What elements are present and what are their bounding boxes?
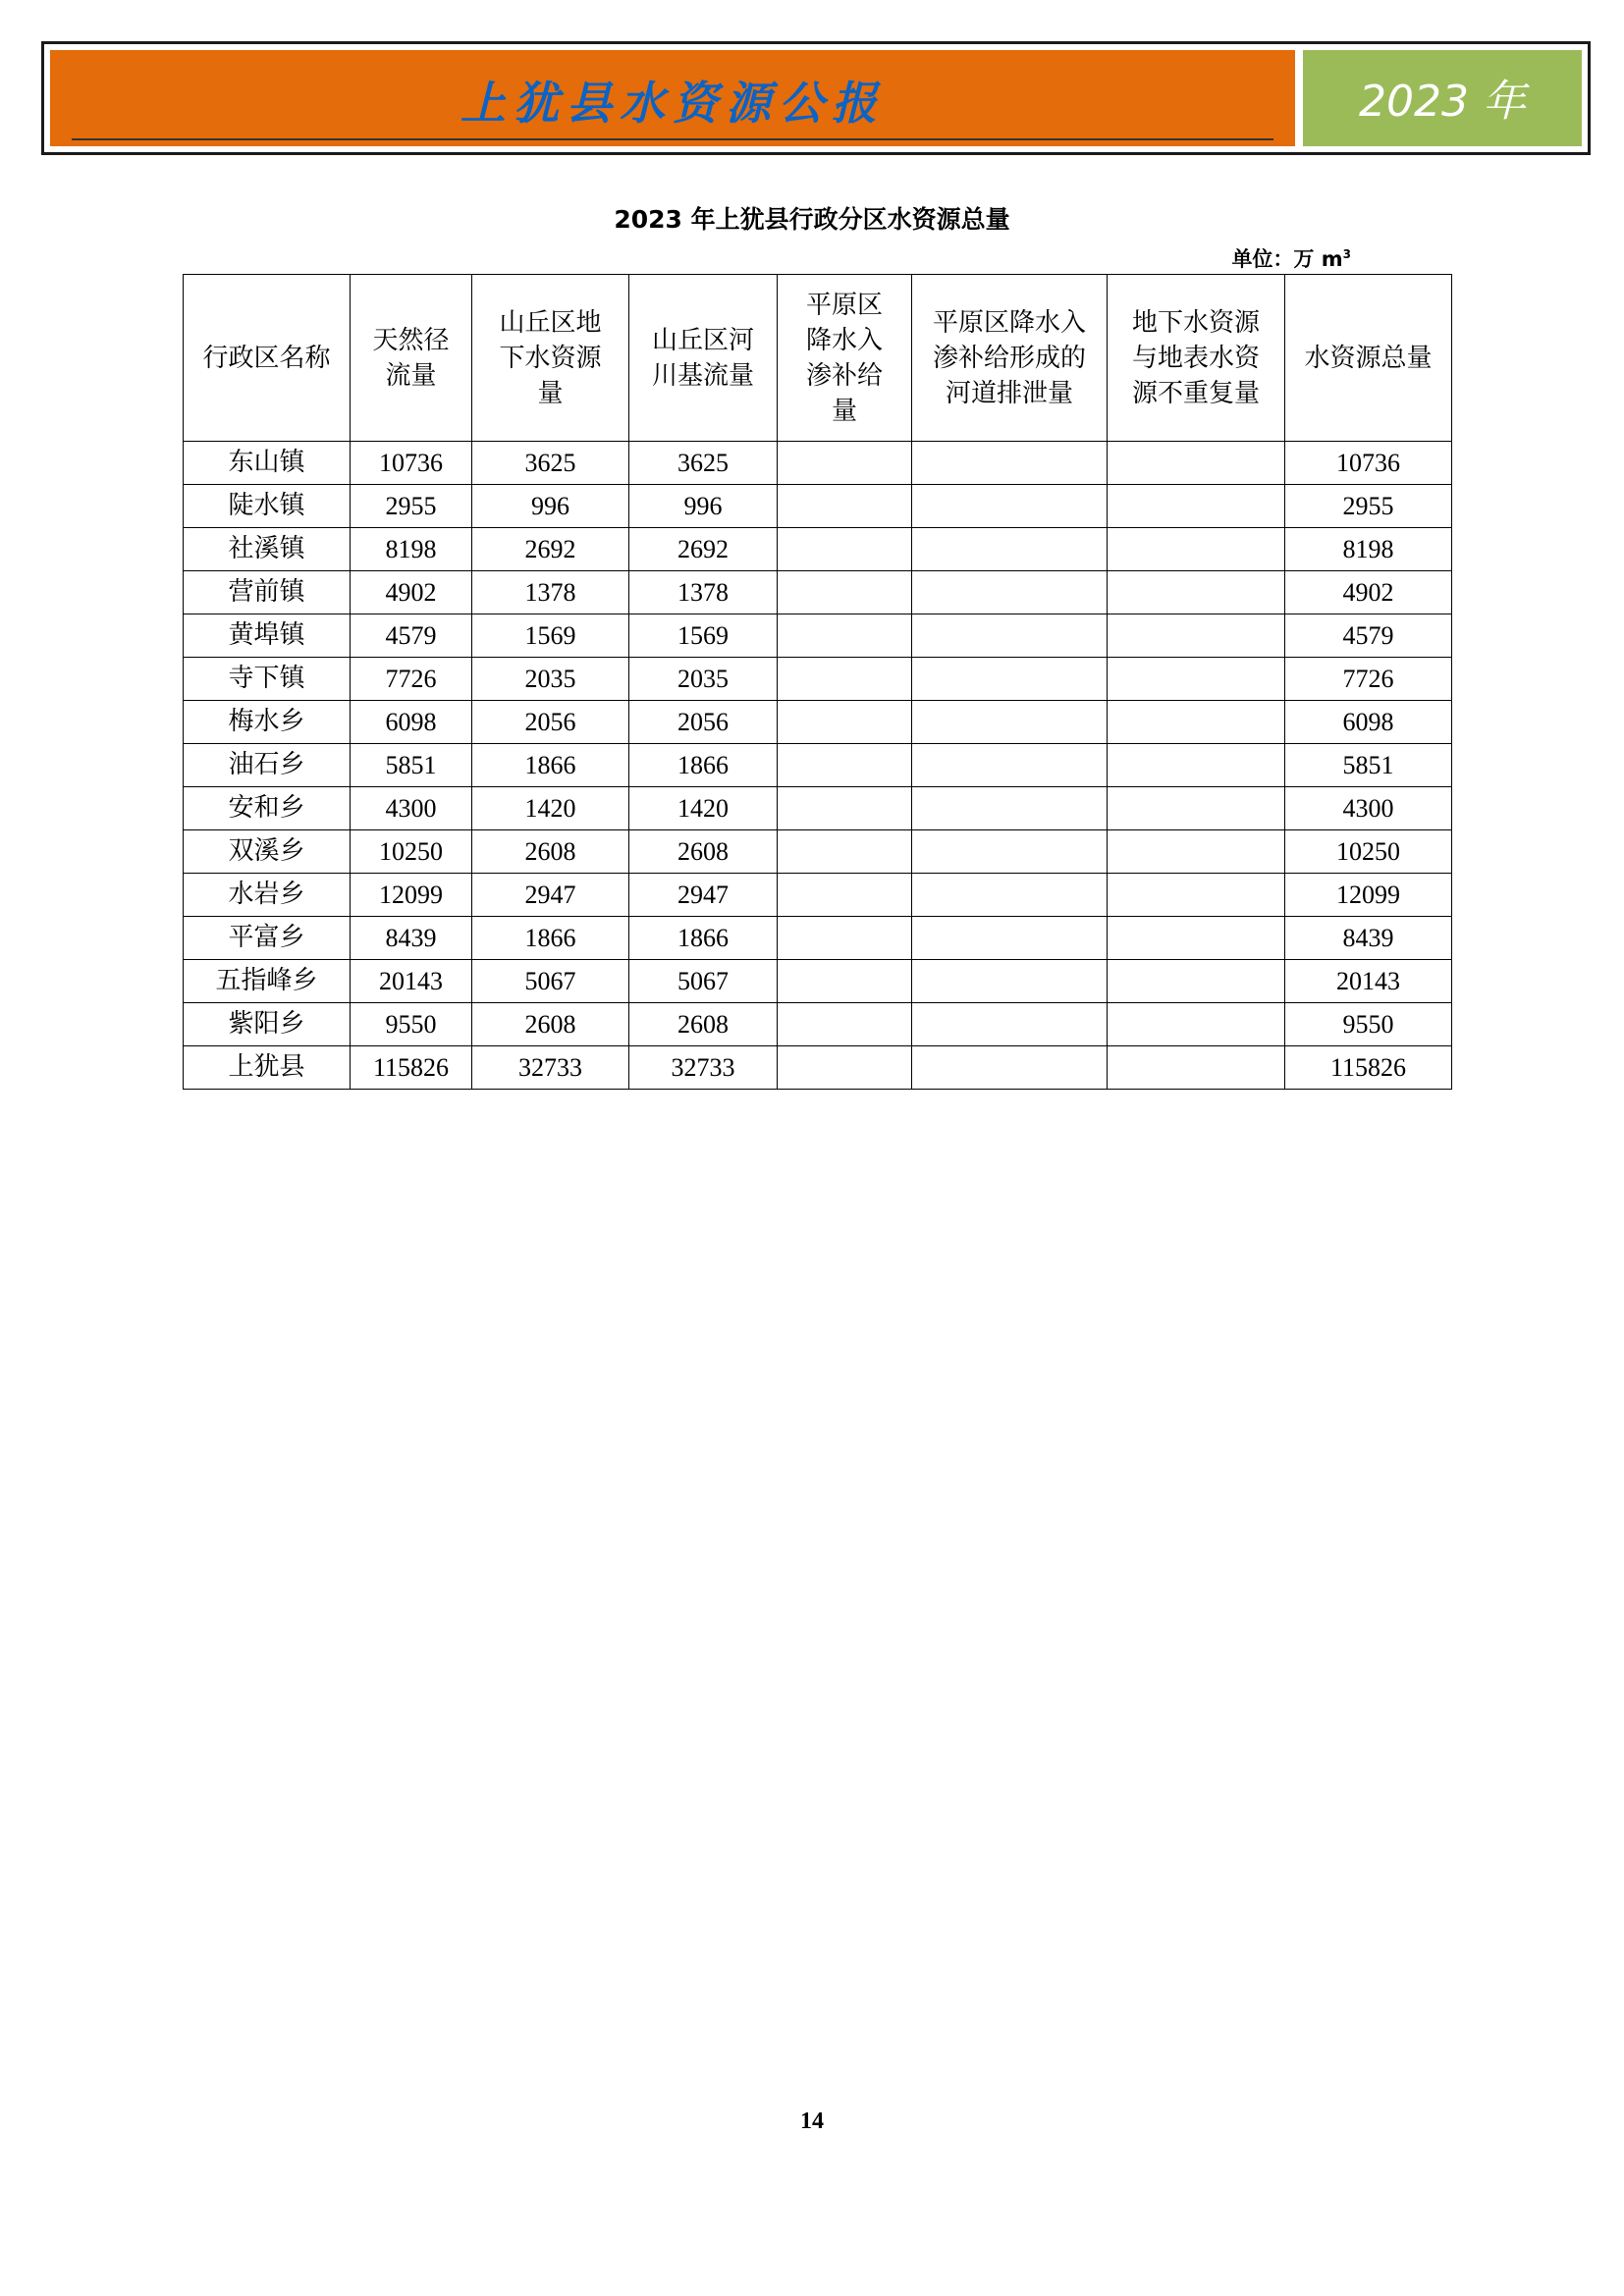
runoff-cell: 12099 (351, 874, 472, 917)
runoff-cell: 7726 (351, 658, 472, 701)
column-header-hill-groundwater-text: 山丘区地下水资源量 (499, 307, 602, 408)
plain-drainage-cell (912, 571, 1108, 614)
hill-baseflow-cell: 1866 (629, 917, 778, 960)
district-name-cell: 水岩乡 (184, 874, 351, 917)
unit-label (1231, 243, 1351, 273)
hill-baseflow-cell: 1378 (629, 571, 778, 614)
table-row (184, 874, 1452, 917)
plain-drainage-cell (912, 960, 1108, 1003)
district-name-cell: 油石乡 (184, 744, 351, 787)
district-name-cell: 上犹县 (184, 1046, 351, 1090)
total-cell: 115826 (1285, 1046, 1452, 1090)
report-title: 上犹县水资源公报 (460, 77, 885, 130)
non-duplicate-cell (1108, 787, 1285, 830)
hill-groundwater-cell: 1569 (472, 614, 629, 658)
unit-text: 单位：万 m (1231, 247, 1343, 271)
column-header-runoff-text: 天然径流量 (372, 325, 450, 391)
plain-recharge-cell (778, 830, 912, 874)
plain-recharge-cell (778, 614, 912, 658)
plain-drainage-cell (912, 658, 1108, 701)
hill-groundwater-cell: 1378 (472, 571, 629, 614)
non-duplicate-cell (1108, 874, 1285, 917)
non-duplicate-cell (1108, 701, 1285, 744)
plain-recharge-cell (778, 485, 912, 528)
plain-drainage-cell (912, 442, 1108, 485)
total-cell: 4902 (1285, 571, 1452, 614)
hill-groundwater-cell: 2056 (472, 701, 629, 744)
total-cell: 7726 (1285, 658, 1452, 701)
plain-drainage-cell (912, 787, 1108, 830)
table-header-row (184, 275, 1452, 442)
runoff-cell: 4300 (351, 787, 472, 830)
plain-drainage-cell (912, 874, 1108, 917)
banner-title-panel (50, 50, 1295, 146)
table-row (184, 528, 1452, 571)
district-name-cell: 五指峰乡 (184, 960, 351, 1003)
runoff-cell: 4902 (351, 571, 472, 614)
column-header-total (1285, 275, 1452, 442)
plain-drainage-cell (912, 701, 1108, 744)
hill-groundwater-cell: 996 (472, 485, 629, 528)
column-header-plain-recharge-text: 平原区降水入渗补给量 (805, 290, 883, 426)
non-duplicate-cell (1108, 960, 1285, 1003)
table-row (184, 658, 1452, 701)
plain-drainage-cell (912, 614, 1108, 658)
district-name-cell: 双溪乡 (184, 830, 351, 874)
plain-recharge-cell (778, 960, 912, 1003)
hill-baseflow-cell: 2056 (629, 701, 778, 744)
non-duplicate-cell (1108, 614, 1285, 658)
hill-baseflow-cell: 1569 (629, 614, 778, 658)
hill-groundwater-cell: 2692 (472, 528, 629, 571)
table-row (184, 960, 1452, 1003)
banner-underline (72, 138, 1273, 140)
column-header-plain-recharge (778, 275, 912, 442)
non-duplicate-cell (1108, 658, 1285, 701)
column-header-hill-baseflow (629, 275, 778, 442)
column-header-hill-groundwater (472, 275, 629, 442)
hill-baseflow-cell: 2947 (629, 874, 778, 917)
district-name-cell: 安和乡 (184, 787, 351, 830)
total-cell: 10250 (1285, 830, 1452, 874)
non-duplicate-cell (1108, 744, 1285, 787)
hill-baseflow-cell: 996 (629, 485, 778, 528)
total-cell: 5851 (1285, 744, 1452, 787)
table-row (184, 442, 1452, 485)
district-name-cell: 寺下镇 (184, 658, 351, 701)
hill-baseflow-cell: 2035 (629, 658, 778, 701)
table-row (184, 1046, 1452, 1090)
column-header-non-duplicate-text: 地下水资源与地表水资源不重复量 (1131, 307, 1260, 408)
runoff-cell: 20143 (351, 960, 472, 1003)
plain-recharge-cell (778, 528, 912, 571)
table-row (184, 787, 1452, 830)
runoff-cell: 115826 (351, 1046, 472, 1090)
total-cell: 8439 (1285, 917, 1452, 960)
plain-drainage-cell (912, 1003, 1108, 1046)
hill-baseflow-cell: 1866 (629, 744, 778, 787)
non-duplicate-cell (1108, 1003, 1285, 1046)
plain-recharge-cell (778, 1003, 912, 1046)
hill-baseflow-cell: 2608 (629, 830, 778, 874)
hill-baseflow-cell: 3625 (629, 442, 778, 485)
total-cell: 8198 (1285, 528, 1452, 571)
runoff-cell: 5851 (351, 744, 472, 787)
plain-recharge-cell (778, 701, 912, 744)
column-header-hill-baseflow-text: 山丘区河川基流量 (651, 325, 754, 391)
hill-groundwater-cell: 2035 (472, 658, 629, 701)
hill-baseflow-cell: 1420 (629, 787, 778, 830)
runoff-cell: 6098 (351, 701, 472, 744)
table-row (184, 830, 1452, 874)
plain-drainage-cell (912, 830, 1108, 874)
table-row (184, 485, 1452, 528)
banner-year-panel (1303, 50, 1582, 146)
table-title: 2023 年上犹县行政分区水资源总量 (614, 205, 1010, 234)
total-cell: 9550 (1285, 1003, 1452, 1046)
total-cell: 12099 (1285, 874, 1452, 917)
hill-groundwater-cell: 5067 (472, 960, 629, 1003)
plain-recharge-cell (778, 874, 912, 917)
total-cell: 4300 (1285, 787, 1452, 830)
hill-baseflow-cell: 5067 (629, 960, 778, 1003)
hill-baseflow-cell: 32733 (629, 1046, 778, 1090)
total-cell: 2955 (1285, 485, 1452, 528)
non-duplicate-cell (1108, 917, 1285, 960)
total-cell: 4579 (1285, 614, 1452, 658)
hill-groundwater-cell: 2608 (472, 830, 629, 874)
plain-recharge-cell (778, 658, 912, 701)
plain-recharge-cell (778, 1046, 912, 1090)
runoff-cell: 8439 (351, 917, 472, 960)
non-duplicate-cell (1108, 485, 1285, 528)
hill-baseflow-cell: 2692 (629, 528, 778, 571)
hill-baseflow-cell: 2608 (629, 1003, 778, 1046)
runoff-cell: 10250 (351, 830, 472, 874)
district-name-cell: 平富乡 (184, 917, 351, 960)
district-name-cell: 陡水镇 (184, 485, 351, 528)
table-row (184, 701, 1452, 744)
district-name-cell: 紫阳乡 (184, 1003, 351, 1046)
hill-groundwater-cell: 1866 (472, 744, 629, 787)
runoff-cell: 2955 (351, 485, 472, 528)
plain-drainage-cell (912, 528, 1108, 571)
plain-drainage-cell (912, 1046, 1108, 1090)
report-banner (41, 41, 1591, 155)
table-body (184, 442, 1452, 1090)
district-name-cell: 东山镇 (184, 442, 351, 485)
column-header-district (184, 275, 351, 442)
plain-recharge-cell (778, 744, 912, 787)
column-header-runoff (351, 275, 472, 442)
table-row (184, 744, 1452, 787)
column-header-total-text: 水资源总量 (1304, 343, 1433, 373)
district-name-cell: 梅水乡 (184, 701, 351, 744)
total-cell: 10736 (1285, 442, 1452, 485)
plain-recharge-cell (778, 787, 912, 830)
district-name-cell: 黄埠镇 (184, 614, 351, 658)
column-header-non-duplicate (1108, 275, 1285, 442)
district-name-cell: 社溪镇 (184, 528, 351, 571)
non-duplicate-cell (1108, 528, 1285, 571)
hill-groundwater-cell: 3625 (472, 442, 629, 485)
table-row (184, 614, 1452, 658)
non-duplicate-cell (1108, 442, 1285, 485)
hill-groundwater-cell: 1866 (472, 917, 629, 960)
non-duplicate-cell (1108, 830, 1285, 874)
plain-recharge-cell (778, 442, 912, 485)
column-header-plain-drainage (912, 275, 1108, 442)
table-row (184, 1003, 1452, 1046)
plain-drainage-cell (912, 917, 1108, 960)
plain-recharge-cell (778, 917, 912, 960)
runoff-cell: 8198 (351, 528, 472, 571)
table-row (184, 571, 1452, 614)
hill-groundwater-cell: 32733 (472, 1046, 629, 1090)
plain-recharge-cell (778, 571, 912, 614)
hill-groundwater-cell: 1420 (472, 787, 629, 830)
non-duplicate-cell (1108, 571, 1285, 614)
plain-drainage-cell (912, 485, 1108, 528)
hill-groundwater-cell: 2608 (472, 1003, 629, 1046)
hill-groundwater-cell: 2947 (472, 874, 629, 917)
plain-drainage-cell (912, 744, 1108, 787)
water-resources-table (183, 274, 1452, 1090)
table-row (184, 917, 1452, 960)
column-header-district-text: 行政区名称 (202, 343, 331, 373)
non-duplicate-cell (1108, 1046, 1285, 1090)
column-header-plain-drainage-text: 平原区降水入渗补给形成的河道排泄量 (932, 307, 1086, 408)
runoff-cell: 4579 (351, 614, 472, 658)
district-name-cell: 营前镇 (184, 571, 351, 614)
report-year: 2023 年 (1359, 77, 1526, 127)
runoff-cell: 9550 (351, 1003, 472, 1046)
unit-superscript: 3 (1342, 247, 1351, 261)
runoff-cell: 10736 (351, 442, 472, 485)
total-cell: 20143 (1285, 960, 1452, 1003)
total-cell: 6098 (1285, 701, 1452, 744)
page-number: 14 (800, 2109, 824, 2134)
